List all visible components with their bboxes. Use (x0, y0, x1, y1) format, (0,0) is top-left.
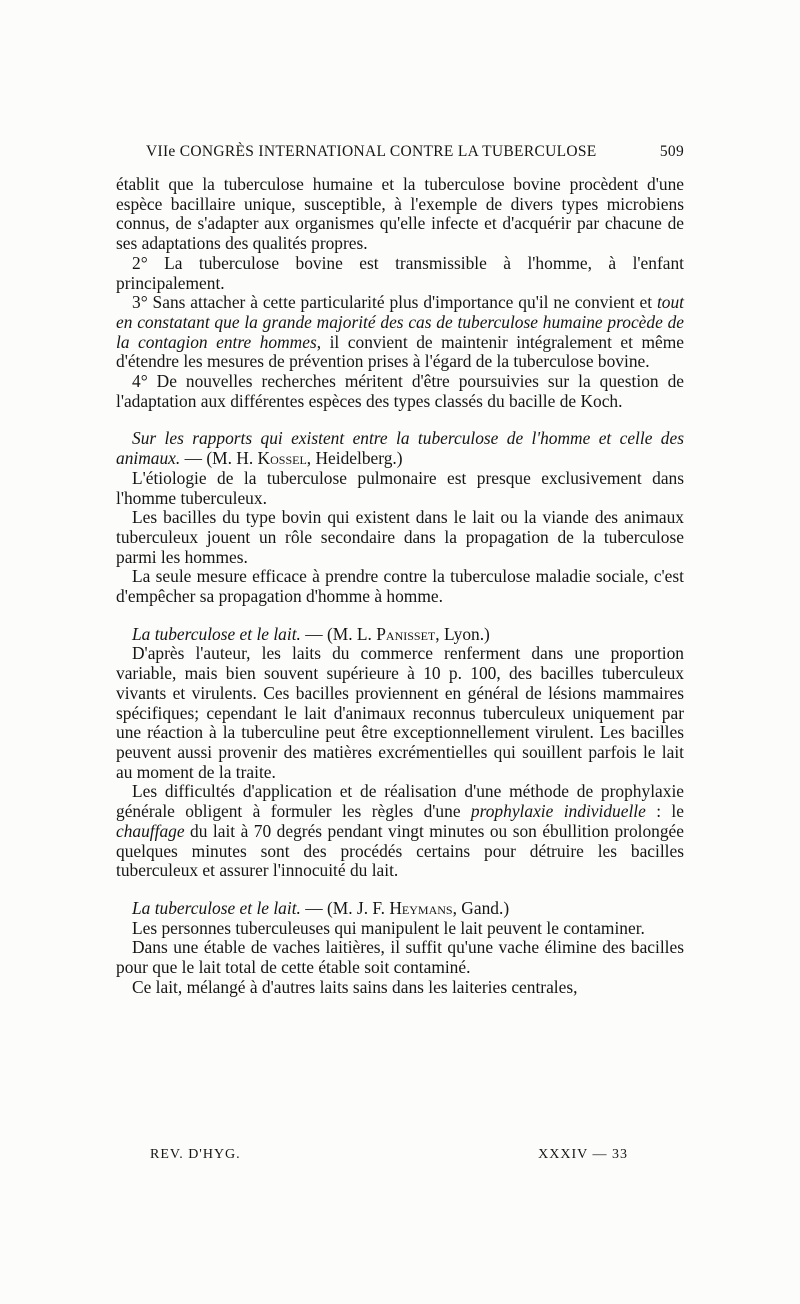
author-prefix: — (M. J. F. (300, 897, 390, 918)
paragraph-text: Les difficultés d'application et de réalisation d'une méthode de prophylaxie générale obligent à formuler les règles d'une (116, 781, 684, 822)
paragraph: L'étiologie de la tuberculose pulmonaire est presque exclusivement dans l'homme tuberculeux. (116, 467, 684, 508)
paragraph-text: 3° Sans attacher à cette particularité plus d'importance qu'il ne convient et (132, 292, 657, 313)
section-title: La tuberculose et le lait. (132, 623, 301, 644)
paragraph-text: du lait à 70 degrés pendant vingt minutes ou son ébullition prolongée quelques minutes sont des procédés certains pour détruire les bacilles tuberculeux et assurer l'innocuité du lait. (116, 820, 684, 881)
section-title: La tuberculose et le lait. (132, 897, 301, 918)
paragraph (116, 782, 684, 881)
paragraph-text: : le (645, 801, 684, 822)
author-prefix: — (M. H. (180, 448, 258, 469)
running-title: VIIe CONGRÈS INTERNATIONAL CONTRE LA TUBERCULOSE (146, 143, 597, 160)
section-heading (116, 429, 684, 468)
paragraph (116, 293, 684, 372)
author-name: Kossel (257, 448, 307, 469)
section-title: Sur les rapports qui existent entre la tuberculose de l'homme et celle des animaux. (116, 428, 684, 469)
journal-abbreviation: REV. D'HYG. (150, 1147, 241, 1162)
page-footer (150, 1145, 628, 1165)
author-name: Heymans (389, 897, 453, 918)
author-name: Panisset (376, 623, 436, 644)
page-number: 509 (659, 143, 684, 160)
paragraph: La seule mesure efficace à prendre contre la tuberculose maladie sociale, c'est d'empêcher sa propagation d'homme à homme. (116, 566, 684, 607)
paragraph: établit que la tuberculose humaine et la tuberculose bovine procèdent d'une espèce bacillaire unique, susceptible, à l'exemple de divers types microbiens connus, de s'adapter aux organismes qu'elle infecte et d'acquérir par chacune de ses adaptations des qualités propres. (116, 174, 684, 254)
running-header (146, 142, 684, 162)
page-body (116, 175, 684, 997)
paragraph: Les bacilles du type bovin qui existent dans le lait ou la viande des animaux tuberculeux jouent un rôle secondaire dans la propagation de la tuberculose parmi les hommes. (116, 507, 684, 567)
section-heading (116, 899, 684, 919)
paragraph: D'après l'auteur, les laits du commerce renferment dans une proportion variable, mais bien souvent supérieure à 10 p. 100, des bacilles tuberculeux vivants et virulents. Ces bacilles proviennent en général de lésions mammaires spécifiques; cependant le lait d'animaux reconnus tuberculeux uniquement par une réaction à la tuberculine peut être exceptionnellement virulent. Les bacilles peuvent aussi provenir des matières excrémentielles qui souillent parfois le lait au moment de la traite. (116, 643, 684, 782)
emphasis-text: tout en constatant que la grande majorité des cas de tuberculose humaine procède de la contagion entre hommes (116, 292, 684, 352)
section-heading (116, 625, 684, 645)
paragraph: Ce lait, mélangé à d'autres laits sains dans les laiteries centrales, (132, 976, 578, 997)
paragraph: 4° De nouvelles recherches méritent d'être poursuivies sur la question de l'adaptation aux différentes espèces des types classés du bacille de Koch. (116, 371, 684, 411)
author-place: , Gand.) (452, 897, 510, 918)
paragraph: Dans une étable de vaches laitières, il suffit qu'une vache élimine des bacilles pour que le lait total de cette étable soit contaminé. (116, 937, 684, 978)
emphasis-text: chauffage (116, 820, 185, 841)
author-place: , Heidelberg.) (306, 448, 403, 469)
author-prefix: — (M. L. (300, 623, 377, 644)
paragraph: Les personnes tuberculeuses qui manipulent le lait peuvent le contaminer. (132, 917, 645, 938)
volume-signature: XXXIV — 33 (538, 1147, 628, 1162)
author-place: , Lyon.) (435, 623, 490, 644)
paragraph-text: , il convient de maintenir intégralement et même d'étendre les mesures de prévention prises à l'égard de la tuberculose bovine. (116, 331, 684, 372)
emphasis-text: prophylaxie individuelle (470, 801, 646, 822)
paragraph: 2° La tuberculose bovine est transmissible à l'homme, à l'enfant principalement. (116, 252, 684, 293)
